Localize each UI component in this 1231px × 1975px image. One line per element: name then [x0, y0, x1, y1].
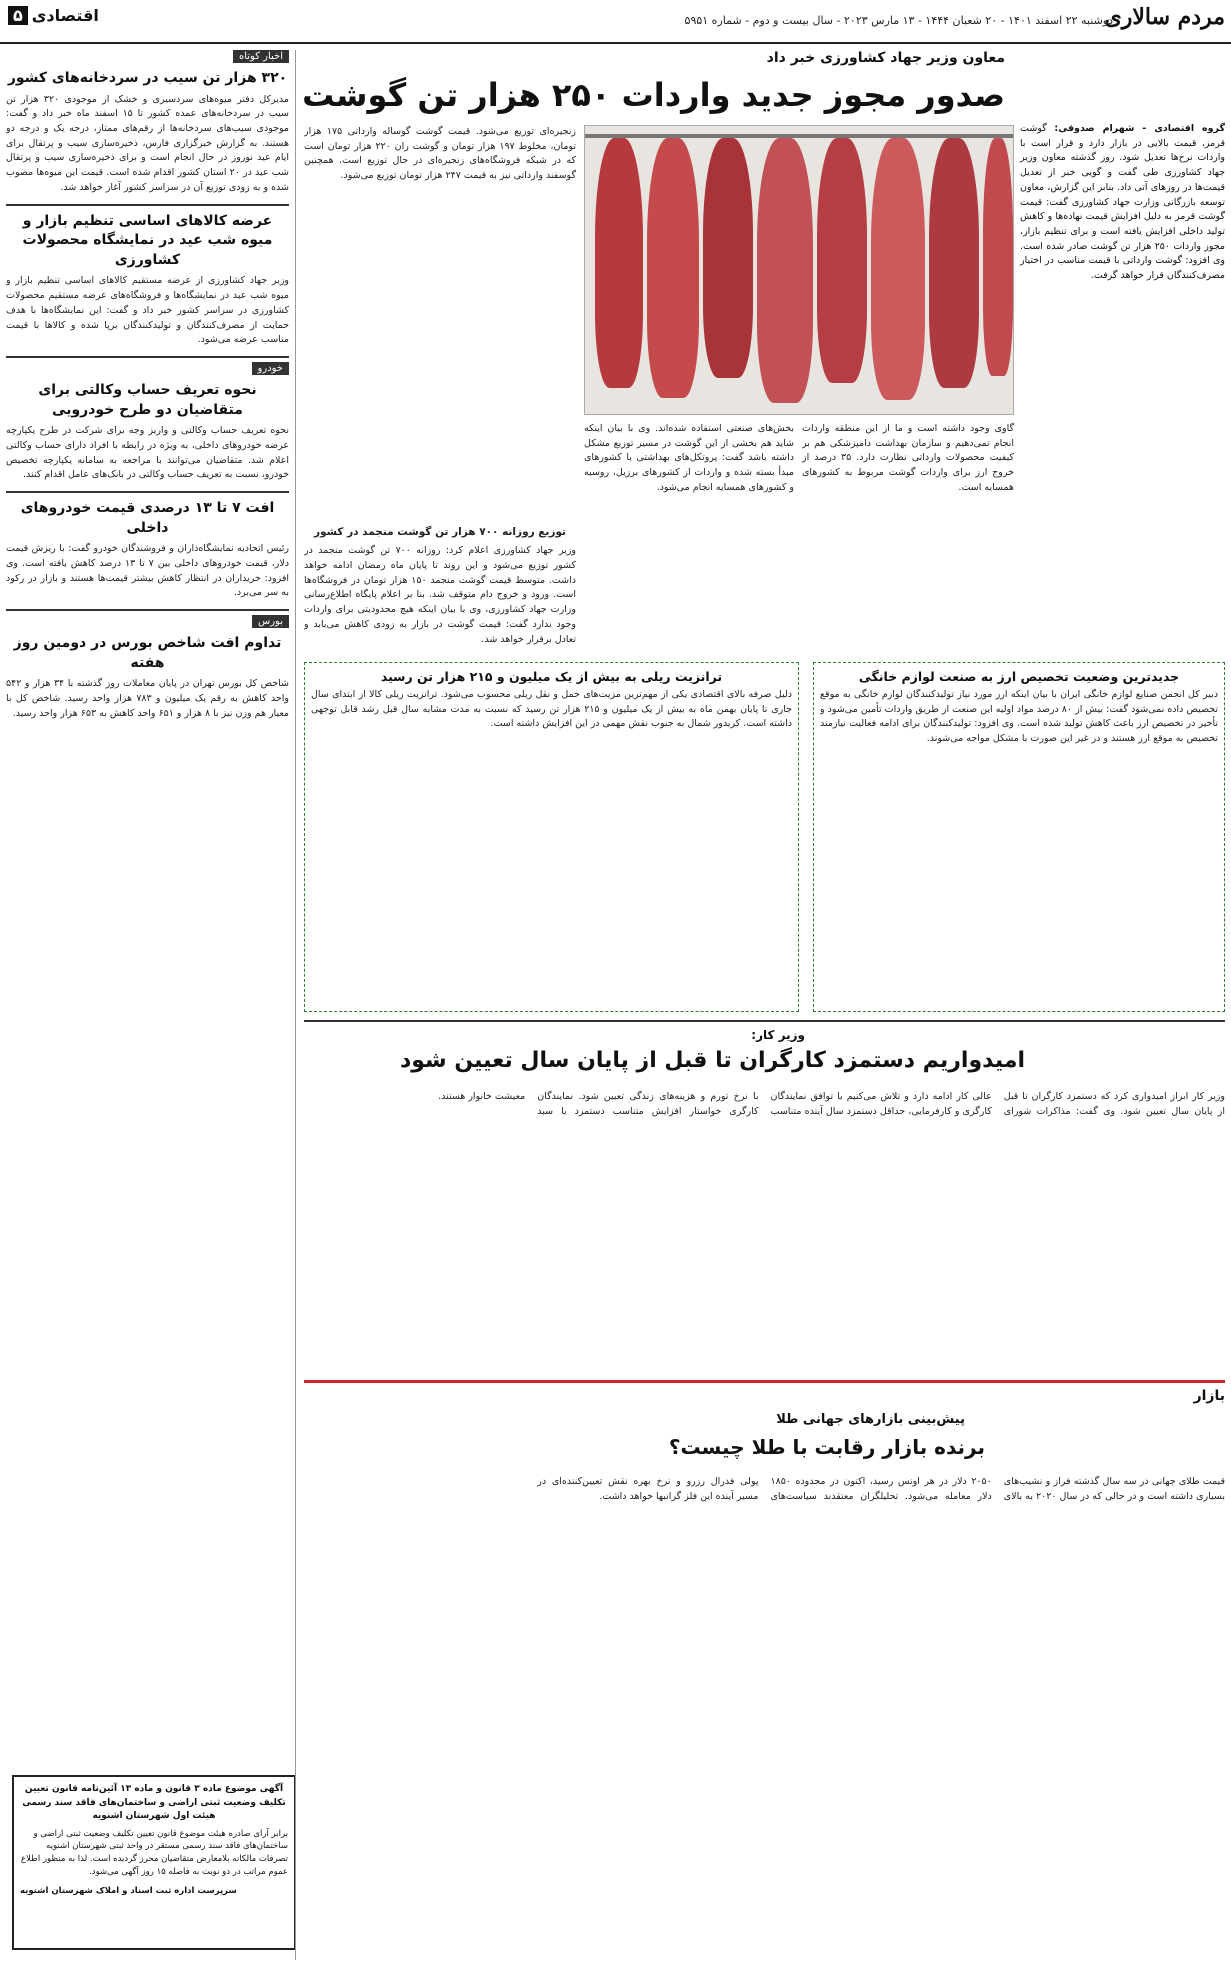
- news-body: وزیر جهاد کشاورزی از عرضه مستقیم کالاهای اساسی تنظیم بازار و میوه شب عید در نمایشگاه‌ها و فروشگاه‌های عرضه مستقیم محصولات کشاورزی در سراسر کشور خبر داد و گفت: این نمایشگاه‌ها با هدف حمایت از مصرف‌کنندگان و تولیدکنندگان برپا شده و کالاها با قیمت مناسب عرضه می‌شود.: [6, 275, 289, 346]
- notice-body: برابر آرای صادره هیئت موضوع قانون تعیین تکلیف وضعیت ثبتی اراضی و ساختمان‌های فاقد سند رسمی مستقر در واحد ثبتی شهرستان اشنویه تصرفات مالکانه بلامعارض متقاضیان محرز گردیده است. لذا به منظور اطلاع عموم مراتب در دو نوبت به فاصله ۱۵ روز آگهی می‌شود.: [20, 1828, 288, 1877]
- sidebar-item-stock: [6, 615, 289, 721]
- lead-column-6: [304, 520, 576, 650]
- subheading: توزیع روزانه ۷۰۰ هزار تن گوشت منجمد در کشور: [314, 526, 566, 538]
- section-label: خودرو: [252, 362, 289, 375]
- appliance-box: [813, 662, 1225, 1012]
- bazaar-label: بازار: [1193, 1388, 1225, 1404]
- masthead: مردم سالاری: [1104, 4, 1225, 30]
- labor-kicker: وزیر کار:: [751, 1028, 805, 1042]
- bazaar-body: [304, 1475, 1225, 1960]
- carcass: [929, 138, 979, 388]
- news-title: تداوم افت شاخص بورس در دومین روز هفته: [13, 635, 282, 671]
- news-body: نحوه تعریف حساب وکالتی و واریز وجه برای شرکت در طرح یکپارچه عرضه خودروهای داخلی، به ویژه در رابطه با افراد دارای حساب وکالتی اعلام شد. متقاضیان می‌توانند با مراجعه به سامانه یکپارچه تخصیص خودرو، نسبت به تعریف حساب وکالتی در بانک‌های عامل اقدام کنند.: [6, 425, 289, 481]
- page-section: [8, 6, 99, 25]
- bazaar-kicker: پیش‌بینی بازارهای جهانی طلا: [776, 1412, 965, 1427]
- lead-kicker: معاون وزیر جهاد کشاورزی خبر داد: [766, 50, 1005, 66]
- bazaar-headline: برنده بازار رقابت با طلا چیست؟: [668, 1435, 985, 1459]
- news-title: عرضه کالاهای اساسی تنظیم بازار و میوه شب عید در نمایشگاه محصولات کشاورزی: [22, 212, 273, 268]
- box-title: جدیدترین وضعیت تخصیص ارز به صنعت لوازم خانگی: [858, 669, 1180, 684]
- lead-column-1: [1020, 122, 1225, 284]
- divider: [304, 1020, 1225, 1022]
- section-label: اخبار کوتاه: [233, 50, 289, 63]
- news-body: شاخص کل بورس تهران در پایان معاملات روز گذشته با ۳۴ هزار و ۵۴۲ واحد کاهش به رقم یک میلیون و ۷۸۳ هزار واحد رسید. شاخص کل با معیار هم وزن نیز با ۸ هزار و ۶۵۱ واحد کاهش به ۶۵۳ هزار واحد رسید.: [6, 678, 289, 719]
- box-title: ترانزیت ریلی به بیش از یک میلیون و ۲۱۵ هزار تن رسید: [380, 669, 723, 684]
- legal-notice: [12, 1775, 296, 1950]
- lead-headline: صدور مجوز جدید واردات ۲۵۰ هزار تن گوشت: [302, 76, 1005, 114]
- article-text: گوشت قرمز، قیمت بالایی در بازار دارد و قرار است با واردات نرخ‌ها تعدیل شود. روز گذشته معاون وزیر جهاد کشاورزی طی گفت و گویی خبر از تعدیل قیمت‌ها در روزهای آتی داد. بنابر این گزارش، معاون توسعه بازرگانی وزارت جهاد کشاورزی گفت: قیمت گوشت قرمز به دلیل افزایش قیمت نهاده‌ها و کاهش تولید داخلی افزایش یافته است و برای تنظیم بازار، مجوز واردات ۲۵۰ هزار تن گوشت صادر شده است. وی افزود: گوشت وارداتی با قیمت مناسب در اختیار مصرف‌کنندگان قرار خواهد گرفت.: [1020, 123, 1225, 282]
- notice-footer: سرپرست اداره ثبت اسناد و املاک شهرستان اشنویه: [20, 1885, 237, 1896]
- sidebar-item-apples: [6, 50, 289, 196]
- issue-line: دوشنبه ۲۲ اسفند ۱۴۰۱ - ۲۰ شعبان ۱۴۴۴ - ۱۳ مارس ۲۰۲۳ - سال بیست و دوم - شماره ۵۹۵۱: [684, 14, 1113, 27]
- labor-body: [304, 1090, 1225, 1375]
- section-label: بورس: [252, 615, 289, 628]
- news-body: رئیس اتحادیه نمایشگاه‌داران و فروشندگان خودرو گفت: با ریزش قیمت دلار، قیمت خودروهای داخلی بین ۷ تا ۱۳ درصد کاهش یافته است. وی افزود: خریداران در انتظار کاهش بیشتر قیمت‌ها هستند و بازار در رکود به سر می‌برد.: [6, 543, 289, 599]
- main-content: [304, 50, 1225, 1960]
- divider: [304, 1380, 1225, 1383]
- sidebar-item-exhibition: [6, 212, 289, 348]
- article-text: بخش‌های صنعتی استفاده شده‌اند. وی با بیان اینکه شاید هم بخشی از این گوشت در مسیر توزیع مشکل داشته باشد گفت: پروتکل‌های بهداشتی با کشورهای مبدأ بسته شده و واردات از کشورهای برزیل، روسیه و کشورهای همسایه انجام می‌شود.: [584, 423, 794, 493]
- sidebar-item-car-account: [6, 362, 289, 483]
- article-text: وزیر جهاد کشاورزی اعلام کرد: روزانه ۷۰۰ تن گوشت منجمد در کشور توزیع می‌شود و این روند تا پایان ماه رمضان ادامه خواهد داشت. متوسط قیمت گوشت منجمد ۱۵۰ هزار تومان در فروشگاه‌ها است.: [304, 545, 576, 601]
- article-text: قیمت طلای جهانی در سه سال گذشته فراز و نشیب‌های بسیاری داشته است و در حالی که در سال ۲۰۲۰ به بالای ۲۰۵۰ دلار در هر اونس رسید، اکنون در محدوده ۱۸۵۰ دلار معامله می‌شود. تحلیلگران معتقدند سیاست‌های پولی فدرال رزرو و نرخ بهره نقش تعیین‌کننده‌ای در مسیر آینده این فلز گرانبها خواهد داشت.: [537, 1476, 1225, 1502]
- carcass: [647, 138, 699, 398]
- section-name: اقتصادی: [31, 6, 99, 25]
- news-body: مدیرکل دفتر میوه‌های سردسیری و خشک از موجودی ۳۲۰ هزار تن سیب در سردخانه‌های عمده کشور تا ۱۵ اسفند ماه خبر داد و گفت: موجودی سیب‌های سردخانه‌ها از رقم‌های ممتاز، درجه یک و درجه دو هستند. به گزارش خبرگزاری فارس، ذخیره‌سازی سیب و پرتقال برای ایام عید نوروز در حال انجام است و برای ذخیره‌سازی سیب و پرتقال شب عید در ۲۰ استان کشور اقدام شده است. قیمت این میوه‌ها مصوب شده و به زودی توزیع آن در سراسر کشور آغاز خواهد شد.: [6, 93, 290, 193]
- news-title: افت ۷ تا ۱۳ درصدی قیمت خودروهای داخلی: [20, 500, 275, 536]
- carcass: [757, 138, 813, 403]
- page-number: ۵: [8, 6, 28, 25]
- carcass: [703, 138, 753, 378]
- sidebar-news: [6, 50, 296, 1960]
- byline: گروه اقتصادی - شهرام صدوقی:: [1054, 123, 1225, 134]
- meat-photo: [584, 125, 1014, 415]
- top-bar: [0, 0, 1231, 44]
- news-title: ۳۲۰ هزار تن سیب در سردخانه‌های کشور: [7, 70, 288, 86]
- rail-box: [304, 662, 799, 1012]
- divider: [6, 204, 289, 206]
- carcass: [871, 138, 925, 400]
- sidebar-item-car-prices: [6, 499, 289, 601]
- lead-column-4: [802, 422, 1014, 652]
- news-title: نحوه تعریف حساب وکالتی برای متقاضیان دو طرح خودرویی: [38, 382, 257, 418]
- divider: [6, 491, 289, 493]
- article-text: گاوی وجود داشته است و ما از این منطقه واردات انجام نمی‌دهیم و سازمان بهداشت دامپزشکی هم بر کیفیت محصولات وارداتی نظارت دارد. ۳۵ درصد از خروج ارز برای واردات گوشت مربوط به کشورهای همسایه است.: [802, 423, 1014, 493]
- carcass: [817, 138, 867, 383]
- labor-headline: امیدواریم دستمزد کارگران تا قبل از پایان سال تعیین شود: [399, 1048, 1025, 1073]
- notice-title: آگهی موضوع ماده ۳ قانون و ماده ۱۳ آئین‌نامه قانون تعیین تکلیف وضعیت ثبتی اراضی و ساختمان‌های فاقد سند رسمی هیئت اول شهرستان اشنویه: [22, 1784, 286, 1821]
- carcass: [595, 138, 643, 388]
- article-text: وزیر کار ابراز امیدواری کرد که دستمزد کارگران تا قبل از پایان سال تعیین شود. وی گفت: مذاکرات شورای عالی کار ادامه دارد و تلاش می‌کنیم با توافق نمایندگان کارگری و کارفرمایی، حداقل دستمزد سال آینده متناسب با نرخ تورم و هزینه‌های زندگی تعیین شود. نمایندگان کارگری خواستار افزایش متناسب دستمزد با سبد معیشت خانوار هستند.: [438, 1091, 1225, 1117]
- box-text: دبیر کل انجمن صنایع لوازم خانگی ایران با بیان اینکه ارز مورد نیاز تولیدکنندگان لوازم خانگی به موقع تخصیص داده نمی‌شود گفت: بیش از ۸۰ درصد مواد اولیه این صنعت از طریق واردات تأمین می‌شود و تأخیر در تخصیص ارز باعث کاهش تولید شده است. وی افزود: تولیدکنندگان برای ادامه فعالیت نیازمند تخصیص به موقع ارز هستند و در غیر این صورت با مشکل مواجه می‌شوند.: [820, 689, 1218, 745]
- divider: [6, 609, 289, 611]
- lead-column-3: [584, 422, 794, 652]
- article-text: زنجیره‌ای توزیع می‌شود. قیمت گوشت گوساله وارداتی ۱۷۵ هزار تومان، مخلوط ۱۹۷ هزار تومان و گوشت ران ۲۲۰ هزار تومان است که در شبکه فروشگاه‌های زنجیره‌ای در حال توزیع است. همچنین گوسفند وارداتی نیز به قیمت ۲۴۷ هزار تومان توزیع می‌شود.: [304, 126, 576, 182]
- article-text: ورود و خروج دام متوقف شد. بنا بر اعلام پایگاه اطلاع‌رسانی وزارت جهاد کشاورزی، وی با بیان اینکه هیچ محدودیتی برای واردات وجود ندارد گفت: قیمت گوشت در بازار به زودی کاهش می‌یابد و تعادل برقرار خواهد شد.: [304, 589, 576, 645]
- box-text: دلیل صرفه بالای اقتصادی یکی از مهم‌ترین مزیت‌های حمل و نقل ریلی محسوب می‌شود. ترانزیت ریلی کالا از ابتدای سال جاری تا پایان بهمن ماه به بیش از یک میلیون و ۲۱۵ هزار تن رسید که نسبت به مدت مشابه سال قبل رشد قابل توجهی داشته است. کریدور شمال به جنوب نقش مهمی در این افزایش داشته است.: [311, 689, 792, 730]
- carcass: [983, 138, 1013, 376]
- divider: [6, 356, 289, 358]
